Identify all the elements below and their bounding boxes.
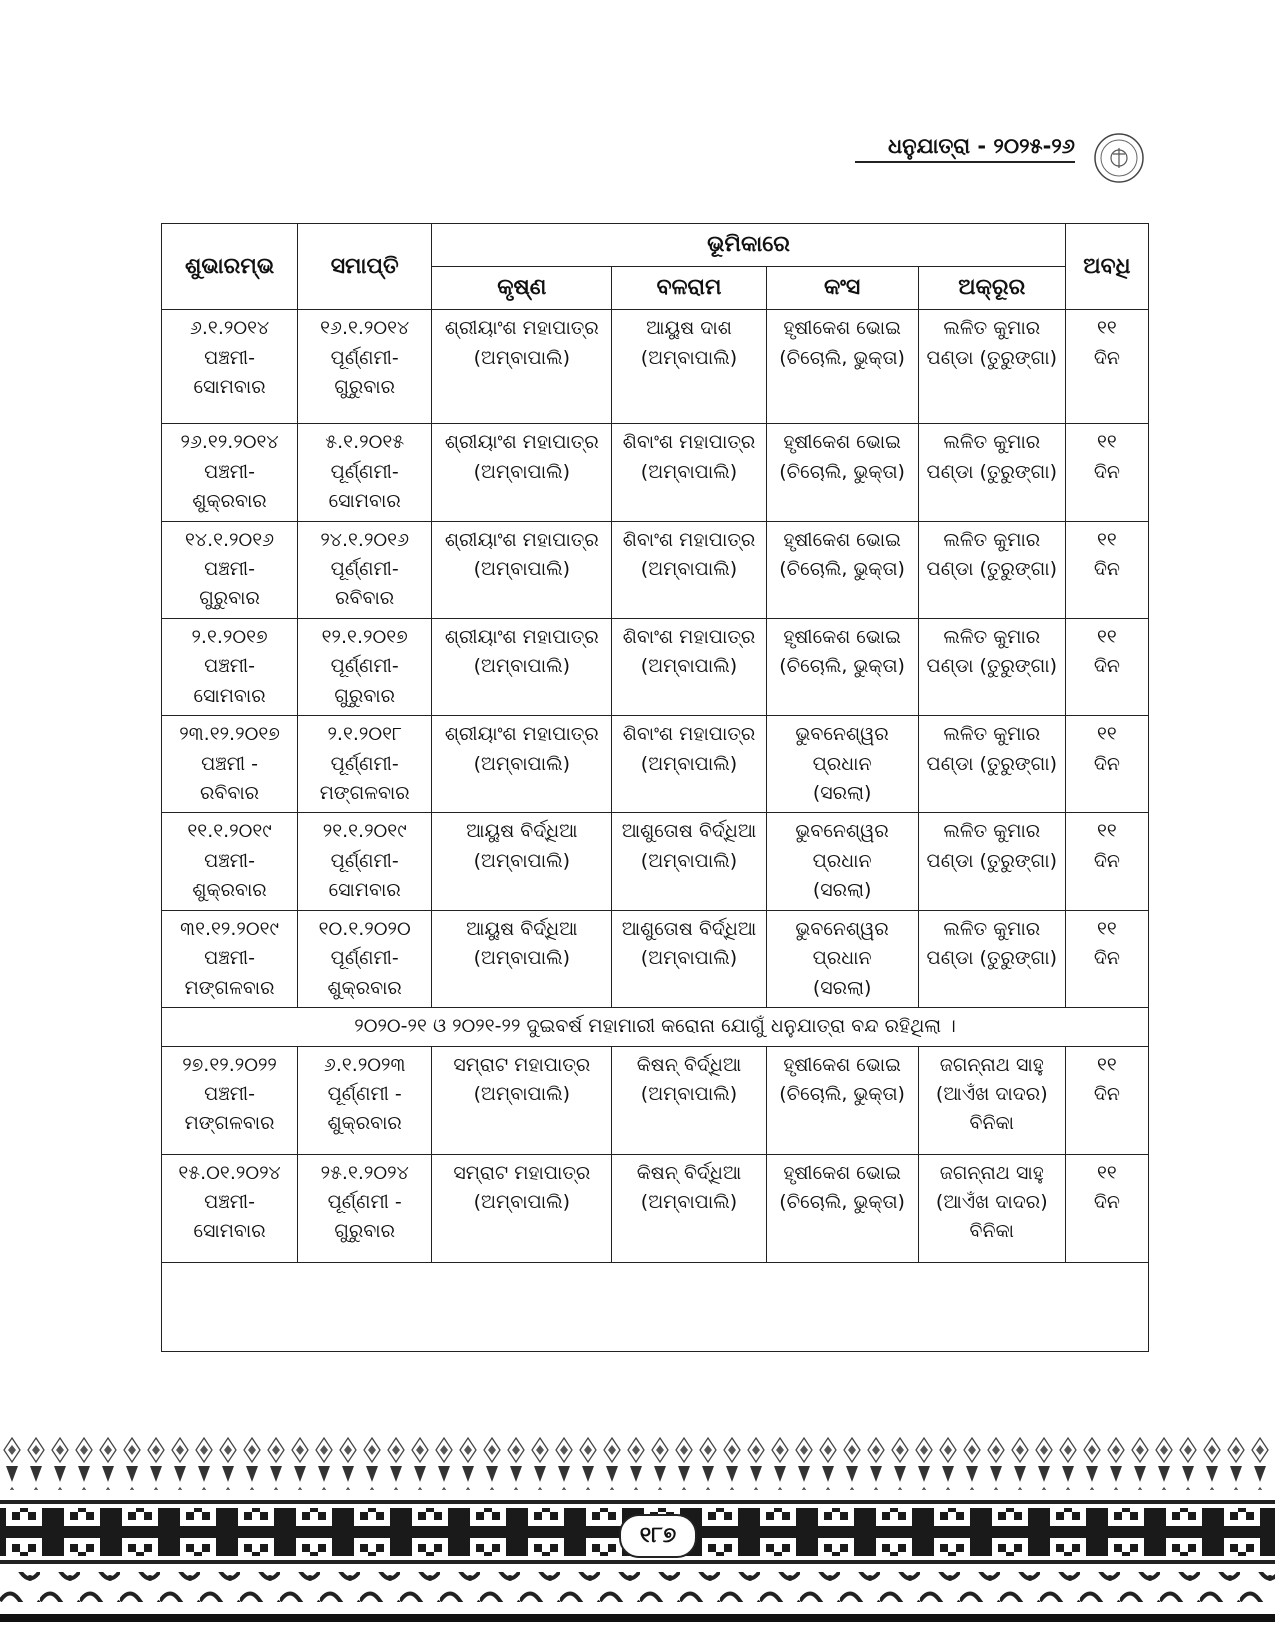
table-row [162, 910, 1149, 1007]
cell-start [162, 910, 298, 1007]
cell-start [162, 813, 298, 910]
cell-kansa-line: ହୃଷୀକେଶ ଭୋଇ [783, 1161, 901, 1184]
cell-start-line: ମଙ୍ଗଳବାର [184, 976, 275, 999]
cell-krishna-line: (ଅମ୍ବାପାଲି) [473, 557, 571, 580]
cell-kansa [766, 310, 918, 424]
cell-akrura [918, 618, 1065, 715]
cell-start-line: ୨୬.୧୨.୨୦୧୪ [180, 431, 279, 454]
cell-krishna-line: ଶ୍ରୀୟାଂଶ ମହାପାତ୍ର [444, 528, 599, 551]
table-row [162, 521, 1149, 618]
cell-end-line: ଶୁକ୍ରବାର [327, 976, 402, 999]
cell-end-line: ୧୬.୧.୨୦୧୪ [320, 317, 410, 340]
cell-balaram-line: (ଅମ୍ବାପାଲି) [640, 752, 738, 775]
cell-end [298, 716, 432, 813]
cell-end [298, 521, 432, 618]
cell-balaram-line: (ଅମ୍ବାପାଲି) [640, 947, 738, 970]
cell-duration-line: ଦିନ [1093, 1190, 1120, 1213]
cell-kansa [766, 618, 918, 715]
cell-start-line: ୧୧.୧.୨୦୧୯ [187, 820, 272, 843]
table-row [162, 813, 1149, 910]
table-row [162, 310, 1149, 424]
cell-balaram-line: ଆଶୁତୋଷ ବିର୍ଦ୍ଧିଆ [621, 917, 757, 940]
cell-kansa-line: ଭୁବନେଶ୍ୱର ପ୍ରଧାନ [795, 723, 889, 775]
cell-krishna [432, 618, 612, 715]
cell-krishna [432, 310, 612, 424]
cell-duration [1065, 1154, 1148, 1262]
page-header-title: ଧନୁଯାତ୍ରା - ୨୦୨୫-୨୬ [855, 134, 1075, 163]
cell-start-line: ପଞ୍ଚମୀ- [204, 655, 255, 678]
cell-akrura-line: ପଣ୍ଡା (ତୁରୁଙ୍ଗା) [926, 460, 1057, 483]
cell-end-line: ୨୪.୧.୨୦୧୬ [320, 528, 410, 551]
cell-start [162, 521, 298, 618]
cell-balaram-line: (ଅମ୍ବାପାଲି) [640, 655, 738, 678]
cell-balaram [612, 910, 766, 1007]
cell-akrura-line: ଲଳିତ କୁମାର [943, 723, 1041, 746]
table-row [162, 1154, 1149, 1262]
cell-balaram-line: ଶିବାଂଶ ମହାପାତ୍ର [622, 431, 756, 454]
cell-balaram-line: ଶିବାଂଶ ମହାପାତ୍ର [622, 625, 756, 648]
cell-akrura-line: ଲଳିତ କୁମାର [943, 317, 1041, 340]
table-row [162, 1046, 1149, 1154]
cell-end-line: ପୂର୍ଣ୍ଣମୀ- [330, 752, 399, 775]
cell-krishna [432, 521, 612, 618]
cell-duration [1065, 910, 1148, 1007]
cell-duration [1065, 521, 1148, 618]
cell-kansa [766, 521, 918, 618]
cell-kansa [766, 716, 918, 813]
header-roles-group: ଭୂମିକାରେ [432, 224, 1066, 267]
cell-end-line: ପୂର୍ଣ୍ଣମୀ- [330, 557, 399, 580]
cell-end [298, 1046, 432, 1154]
cell-end-line: ୬.୧.୨୦୨୩ [323, 1053, 406, 1076]
cell-akrura-line: ଜଗନ୍ନାଥ ସାହୁ [939, 1161, 1044, 1184]
cell-start [162, 1154, 298, 1262]
cell-duration [1065, 310, 1148, 424]
cell-balaram-line: ଶିବାଂଶ ମହାପାତ୍ର [622, 723, 756, 746]
cell-krishna-line: (ଅମ୍ବାପାଲି) [473, 752, 571, 775]
cell-krishna-line: ଶ୍ରୀୟାଂଶ ମହାପାତ୍ର [444, 625, 599, 648]
cell-duration-line: ୧୧ [1097, 1053, 1117, 1076]
table-row [162, 618, 1149, 715]
cell-akrura-line: (ଆଏଁଖ ଦାଦର) [935, 1082, 1048, 1105]
cell-duration-line: ୧୧ [1097, 431, 1117, 454]
cell-akrura-line: ପଣ୍ଡା (ତୁରୁଙ୍ଗା) [926, 752, 1057, 775]
cell-akrura-line: ପଣ୍ଡା (ତୁରୁଙ୍ଗା) [926, 346, 1057, 369]
cell-akrura [918, 310, 1065, 424]
header-balaram: ବଳରାମ [612, 267, 766, 310]
cell-balaram-line: (ଅମ୍ବାପାଲି) [640, 346, 738, 369]
empty-cell [162, 1262, 1149, 1351]
empty-row [162, 1262, 1149, 1351]
cell-kansa-line: (ଚିଚୋଲି, ଭୁକ୍ତା) [779, 557, 905, 580]
cell-akrura-line: ପଣ୍ଡା (ତୁରୁଙ୍ଗା) [926, 557, 1057, 580]
cell-krishna-line: ସମ୍ରାଟ ମହାପାତ୍ର [453, 1161, 591, 1184]
cell-end [298, 1154, 432, 1262]
cell-akrura-line: ଲଳିତ କୁମାର [943, 820, 1041, 843]
cell-duration [1065, 424, 1148, 521]
cell-start-line: ପଞ୍ଚମୀ- [204, 1190, 255, 1213]
cell-duration-line: ୧୧ [1097, 723, 1117, 746]
cell-duration-line: ଦିନ [1093, 557, 1120, 580]
cell-end-line: ପୂର୍ଣ୍ଣମୀ- [330, 655, 399, 678]
cell-krishna-line: ଶ୍ରୀୟାଂଶ ମହାପାତ୍ର [444, 431, 599, 454]
dhanu-yatra-roles-table [161, 223, 1149, 1352]
cell-start-line: ୬.୧.୨୦୧୪ [189, 317, 270, 340]
cell-end-line: ମଙ୍ଗଳବାର [319, 782, 410, 804]
cell-start-line: ସୋମବାର [193, 376, 266, 399]
table-header-row [162, 224, 1149, 267]
cell-balaram-line: (ଅମ୍ବାପାଲି) [640, 557, 738, 580]
cell-kansa-line: ଭୁବନେଶ୍ୱର ପ୍ରଧାନ [795, 917, 889, 970]
cell-end-line: ୨୫.୧.୨୦୨୪ [320, 1161, 409, 1184]
cell-krishna-line: ସମ୍ରାଟ ମହାପାତ୍ର [453, 1053, 591, 1076]
cell-kansa-line: ହୃଷୀକେଶ ଭୋଇ [783, 431, 901, 454]
cell-start [162, 1046, 298, 1154]
cell-start-line: ପଞ୍ଚମୀ- [204, 557, 255, 580]
cell-end [298, 813, 432, 910]
cell-balaram-line: (ଅମ୍ବାପାଲି) [640, 1082, 738, 1105]
cell-duration-line: ୧୧ [1097, 917, 1117, 940]
cell-balaram-line: କିଷନ୍ ବିର୍ଦ୍ଧିଆ [636, 1053, 742, 1076]
cell-end-line: ୧୨.୧.୨୦୧୭ [321, 625, 408, 648]
cell-start-line: ଶୁକ୍ରବାର [192, 490, 267, 513]
cell-krishna-line: (ଅମ୍ବାପାଲି) [473, 849, 571, 872]
cell-start-line: ରବିବାର [200, 782, 260, 804]
cell-krishna-line: (ଅମ୍ବାପାଲି) [473, 655, 571, 678]
cell-krishna-line: ଆୟୁଷ ବିର୍ଦ୍ଧିଆ [466, 917, 578, 940]
cell-akrura-line: ଜଗନ୍ନାଥ ସାହୁ [939, 1053, 1044, 1076]
cell-krishna [432, 813, 612, 910]
cell-kansa-line: ହୃଷୀକେଶ ଭୋଇ [783, 1053, 901, 1076]
cell-akrura-line: ଲଳିତ କୁମାର [943, 431, 1041, 454]
cell-akrura [918, 1046, 1065, 1154]
cell-end-line: ପୂର୍ଣ୍ଣମୀ- [330, 849, 399, 872]
cell-start-line: ଶୁକ୍ରବାର [192, 879, 267, 902]
cell-start-line: ମଙ୍ଗଳବାର [184, 1112, 275, 1135]
cell-start-line: ୧୪.୧.୨୦୧୬ [185, 528, 275, 551]
cell-duration-line: ଦିନ [1093, 849, 1120, 872]
cell-end-line: ରବିବାର [335, 587, 395, 610]
cell-end-line: ଶୁକ୍ରବାର [327, 1112, 402, 1135]
cell-start-line: ପଞ୍ଚମୀ- [204, 346, 255, 369]
cell-kansa [766, 1154, 918, 1262]
cell-krishna [432, 1046, 612, 1154]
cell-kansa-line: (ସରଲା) [812, 782, 872, 804]
cell-start-line: ୨୭.୧୨.୨୦୨୨ [182, 1053, 277, 1076]
cell-akrura-line: ବିନିକା [969, 1112, 1014, 1135]
cell-akrura-line: ଲଳିତ କୁମାର [943, 625, 1041, 648]
table-row [162, 424, 1149, 521]
cell-duration-line: ଦିନ [1093, 947, 1120, 970]
cell-akrura-line: ବିନିକା [969, 1220, 1014, 1243]
cell-kansa-line: ହୃଷୀକେଶ ଭୋଇ [783, 625, 901, 648]
note-row [162, 1008, 1149, 1046]
cell-balaram [612, 1154, 766, 1262]
cell-kansa-line: (ଚିଚୋଲି, ଭୁକ୍ତା) [779, 1082, 905, 1105]
cell-start [162, 424, 298, 521]
cell-kansa-line: (ଚିଚୋଲି, ଭୁକ୍ତା) [779, 460, 905, 483]
cell-akrura-line: ପଣ୍ଡା (ତୁରୁଙ୍ଗା) [926, 947, 1057, 970]
cell-balaram-line: କିଷନ୍ ବିର୍ଦ୍ଧିଆ [636, 1161, 742, 1184]
cell-kansa-line: (ଚିଚୋଲି, ଭୁକ୍ତା) [779, 346, 905, 369]
cell-duration-line: ଦିନ [1093, 655, 1120, 678]
cell-krishna-line: (ଅମ୍ବାପାଲି) [473, 1190, 571, 1213]
cell-balaram [612, 813, 766, 910]
cell-end-line: ଗୁରୁବାର [334, 1220, 396, 1243]
cell-start-line: ସୋମବାର [193, 1220, 266, 1243]
cell-end-line: ୨.୧.୨୦୧୮ [327, 723, 402, 746]
cell-balaram-line: (ଅମ୍ବାପାଲି) [640, 849, 738, 872]
cell-kansa-line: (ସରଲା) [812, 976, 872, 999]
cell-end-line: ସୋମବାର [328, 490, 401, 513]
cell-balaram-line: ଆୟୁଷ ଦାଶ [646, 317, 732, 340]
cell-krishna-line: (ଅମ୍ବାପାଲି) [473, 460, 571, 483]
cell-krishna [432, 910, 612, 1007]
cell-kansa [766, 1046, 918, 1154]
cell-end-line: ପୂର୍ଣ୍ଣମୀ- [330, 346, 399, 369]
cell-krishna [432, 424, 612, 521]
emblem-seal-icon [1093, 132, 1145, 184]
cell-akrura-line: ପଣ୍ଡା (ତୁରୁଙ୍ଗା) [926, 655, 1057, 678]
cell-krishna-line: (ଅମ୍ବାପାଲି) [473, 346, 571, 369]
cell-duration [1065, 618, 1148, 715]
cell-kansa-line: ହୃଷୀକେଶ ଭୋଇ [783, 317, 901, 340]
cell-end-line: ୨୧.୧.୨୦୧୯ [322, 820, 407, 843]
header-kansa: କଂସ [766, 267, 918, 310]
cell-akrura [918, 521, 1065, 618]
cell-kansa-line: ଭୁବନେଶ୍ୱର ପ୍ରଧାନ [795, 820, 889, 872]
cell-krishna-line: (ଅମ୍ବାପାଲି) [473, 947, 571, 970]
cell-duration [1065, 1046, 1148, 1154]
cell-start-line: ପଞ୍ଚମୀ- [204, 460, 255, 483]
cell-end-line: ଗୁରୁବାର [334, 684, 396, 707]
cell-end [298, 310, 432, 424]
cell-start-line: ୧୫.୦୧.୨୦୨୪ [178, 1161, 281, 1184]
cell-duration-line: ୧୧ [1097, 317, 1117, 340]
cell-end-line: ଗୁରୁବାର [334, 376, 396, 399]
cell-end-line: ୧୦.୧.୨୦୨୦ [318, 917, 411, 940]
cell-end-line: ପୂର୍ଣ୍ଣମୀ - [327, 1190, 402, 1213]
cell-end-line: ସୋମବାର [328, 879, 401, 902]
cell-end [298, 618, 432, 715]
cell-akrura-line: (ଆଏଁଖ ଦାଦର) [935, 1190, 1048, 1213]
cell-start-line: ୩୧.୧୨.୨୦୧୯ [180, 917, 279, 940]
header-duration: ଅବଧି [1065, 224, 1148, 310]
cell-start-line: ପଞ୍ଚମୀ - [201, 752, 259, 775]
header-akrura: ଅକ୍ରୂର [918, 267, 1065, 310]
cell-end-line: ପୂର୍ଣ୍ଣମୀ- [330, 460, 399, 483]
cell-akrura-line: ଲଳିତ କୁମାର [943, 528, 1041, 551]
cell-duration-line: ୧୧ [1097, 1161, 1117, 1184]
cell-kansa [766, 813, 918, 910]
cell-start-line: ସୋମବାର [193, 684, 266, 707]
cell-balaram-line: ଶିବାଂଶ ମହାପାତ୍ର [622, 528, 756, 551]
cell-kansa-line: (ଚିଚୋଲି, ଭୁକ୍ତା) [779, 1190, 905, 1213]
cell-akrura [918, 716, 1065, 813]
cell-krishna-line: ଆୟୁଷ ବିର୍ଦ୍ଧିଆ [466, 820, 578, 843]
cell-akrura [918, 1154, 1065, 1262]
cell-balaram [612, 310, 766, 424]
cell-krishna-line: ଶ୍ରୀୟାଂଶ ମହାପାତ୍ର [444, 723, 599, 746]
covid-note: ୨୦୨୦-୨୧ ଓ ୨୦୨୧-୨୨ ଦୁଇବର୍ଷ ମହାମାରୀ କରୋନା ଯୋଗୁଁ ଧନୁଯାତ୍ରା ବନ୍ଦ ରହିଥିଲା । [162, 1008, 1149, 1046]
cell-start [162, 716, 298, 813]
table-row [162, 716, 1149, 813]
cell-duration-line: ଦିନ [1093, 1082, 1120, 1105]
cell-start [162, 618, 298, 715]
cell-akrura [918, 910, 1065, 1007]
cell-duration-line: ଦିନ [1093, 460, 1120, 483]
cell-akrura [918, 813, 1065, 910]
cell-krishna-line: ଶ୍ରୀୟାଂଶ ମହାପାତ୍ର [444, 317, 599, 340]
cell-end-line: ୫.୧.୨୦୧୫ [325, 431, 405, 454]
cell-duration-line: ଦିନ [1093, 346, 1120, 369]
cell-krishna-line: (ଅମ୍ବାପାଲି) [473, 1082, 571, 1105]
cell-start-line: ୨.୧.୨୦୧୭ [191, 625, 268, 648]
cell-duration [1065, 716, 1148, 813]
cell-duration-line: ଦିନ [1093, 752, 1120, 775]
cell-kansa-line: (ଚିଚୋଲି, ଭୁକ୍ତା) [779, 655, 905, 678]
cell-kansa-line: (ସରଲା) [812, 879, 872, 902]
cell-end [298, 424, 432, 521]
cell-kansa-line: ହୃଷୀକେଶ ଭୋଇ [783, 528, 901, 551]
cell-kansa [766, 424, 918, 521]
cell-balaram [612, 618, 766, 715]
cell-balaram [612, 1046, 766, 1154]
cell-balaram-line: (ଅମ୍ବାପାଲି) [640, 460, 738, 483]
cell-duration-line: ୧୧ [1097, 625, 1117, 648]
cell-end-line: ପୂର୍ଣ୍ଣମୀ- [330, 947, 399, 970]
cell-duration [1065, 813, 1148, 910]
cell-start-line: ପଞ୍ଚମୀ- [204, 849, 255, 872]
cell-duration-line: ୧୧ [1097, 528, 1117, 551]
cell-balaram [612, 716, 766, 813]
cell-end-line: ପୂର୍ଣ୍ଣମୀ - [327, 1082, 402, 1105]
page-number: ୧୮୭ [619, 1514, 697, 1558]
cell-akrura [918, 424, 1065, 521]
cell-duration-line: ୧୧ [1097, 820, 1117, 843]
header-krishna: କୃଷ୍ଣ [432, 267, 612, 310]
cell-balaram-line: ଆଶୁତୋଷ ବିର୍ଦ୍ଧିଆ [621, 820, 757, 843]
cell-balaram [612, 521, 766, 618]
cell-start [162, 310, 298, 424]
cell-balaram [612, 424, 766, 521]
cell-kansa [766, 910, 918, 1007]
cell-krishna [432, 1154, 612, 1262]
header-start: ଶୁଭାରମ୍ଭ [162, 224, 298, 310]
cell-start-line: ୨୩.୧୨.୨୦୧୭ [179, 723, 280, 746]
cell-start-line: ପଞ୍ଚମୀ- [204, 947, 255, 970]
cell-start-line: ଗୁରୁବାର [199, 587, 260, 610]
header-end: ସମାପ୍ତି [298, 224, 432, 310]
cell-krishna [432, 716, 612, 813]
cell-akrura-line: ଲଳିତ କୁମାର [943, 917, 1041, 940]
cell-start-line: ପଞ୍ଚମୀ- [204, 1082, 255, 1105]
cell-akrura-line: ପଣ୍ଡା (ତୁରୁଙ୍ଗା) [926, 849, 1057, 872]
cell-end [298, 910, 432, 1007]
cell-balaram-line: (ଅମ୍ବାପାଲି) [640, 1190, 738, 1213]
